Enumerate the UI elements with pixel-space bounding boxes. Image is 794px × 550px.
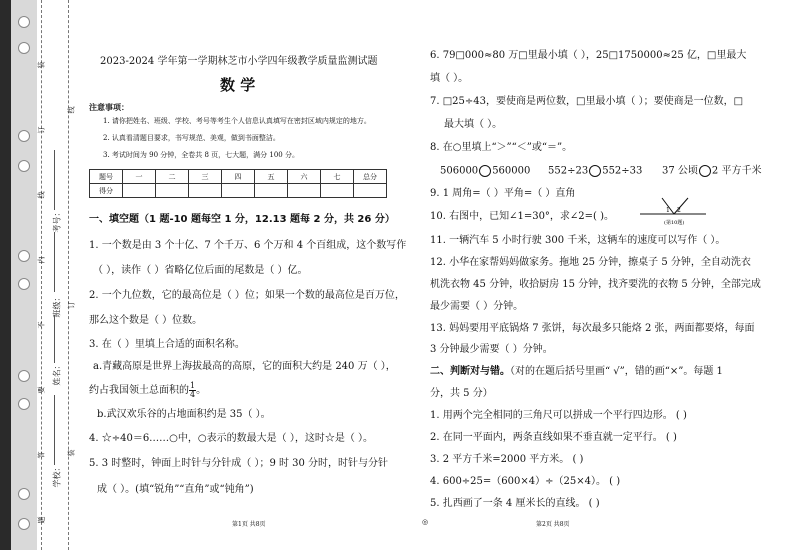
punch-hole-icon (18, 278, 30, 290)
footer-center-mark: ◎ (422, 518, 429, 526)
punch-hole-icon (18, 488, 30, 500)
q8-compare-1 (440, 165, 530, 178)
score-table-score-row (90, 184, 387, 198)
seal-char: 装 (37, 61, 46, 69)
judge-item-5: 5. 扎西画了一条 4 厘米长的直线。 ( ) (430, 498, 600, 509)
q12-line2: 机洗衣物 45 分钟，收拾厨房 15 分钟，找齐要洗的衣物 5 分钟，全部完成 (430, 279, 761, 290)
section2-instructions: （对的在题后括号里画“ √”，错的画“×”。每题 1 (510, 366, 723, 377)
q3b: b.武汉欢乐谷的占地面积约是 35（ ）。 (97, 409, 271, 420)
score-cell: 二 (156, 170, 189, 184)
name-label: 姓名： (52, 361, 62, 386)
q1-line2: （ ），读作（ ）省略亿位后面的尾数是（ ）亿。 (93, 265, 308, 276)
q8: 8. 在○里填上“＞”“＜”或“＝”。 (430, 142, 573, 153)
score-input-cell[interactable] (354, 184, 387, 198)
q8-compare-2 (548, 165, 642, 178)
score-input-cell[interactable] (123, 184, 156, 198)
fraction-denominator: 4 (190, 390, 196, 399)
q1-line1: 1. 一个数是由 3 个十亿、7 个千万、6 个万和 4 个百组成，这个数写作 (89, 240, 407, 251)
q3a-text: 约占我国领土总面积的 (89, 385, 189, 396)
page-footer-right: 第2页 共8页 (536, 521, 570, 528)
class-label: 班级： (52, 293, 62, 318)
seal-mark: 线 (67, 106, 76, 114)
score-cell: 总分 (354, 170, 387, 184)
score-cell: 六 (288, 170, 321, 184)
seal-mark: 装 (67, 449, 76, 457)
notes-heading: 注意事项： (89, 102, 129, 112)
seal-char: 题 (37, 516, 46, 524)
q8-right-value: 560000 (492, 165, 531, 177)
angle-figure (636, 192, 716, 228)
q11: 11. 一辆汽车 5 小时行驶 300 千米，这辆车的速度可以写作（ ）。 (430, 235, 726, 246)
seal-char: 答 (37, 451, 46, 459)
score-cell: 一 (123, 170, 156, 184)
q3: 3. 在（ ）里填上合适的面积名称。 (89, 339, 245, 350)
punch-hole-icon (18, 160, 30, 172)
angle-label-1: 1 (666, 207, 670, 214)
punch-hole-icon (18, 250, 30, 262)
punch-hole-icon (18, 42, 30, 54)
section1-heading: 一、填空题（1 题-10 题每空 1 分，12.13 题每 2 分，共 26 分） (89, 214, 395, 225)
q8-right-value: 2 平方千米 (711, 165, 762, 177)
q10: 10. 右图中，已知∠1=30°，求∠2=( )。 (430, 211, 615, 222)
q5-line2: 成（ ）。(填“锐角”“直角”或“钝角”) (97, 484, 254, 495)
judge-item-1: 1. 用两个完全相同的三角尺可以拼成一个平行四边形。 ( ) (430, 410, 687, 421)
q6-line2: 填（ ）。 (430, 73, 469, 84)
binding-edge (0, 0, 11, 550)
q13-line2: 3 分钟最少需要（ ）分钟。 (430, 344, 553, 355)
angle-label-2: 2 (677, 207, 681, 214)
note-item: 3. 考试时间为 90 分钟，全卷共 8 页，七大题，满分 100 分。 (103, 151, 299, 159)
q8-compare-3 (662, 165, 761, 178)
q12-line3: 最少需要（ ）分钟。 (430, 301, 524, 312)
seal-char: 不 (37, 321, 46, 329)
q5-line1: 5. 3 时整时，钟面上时针与分针成（ ）；9 时 30 分时，时针与分针 (89, 458, 389, 469)
seal-char: 线 (37, 191, 46, 199)
punch-hole-icon (18, 130, 30, 142)
score-cell: 三 (189, 170, 222, 184)
judge-item-2: 2. 在同一平面内，两条直线如果不垂直就一定平行。 ( ) (430, 432, 677, 443)
punch-hole-strip (11, 0, 37, 550)
q8-left-value: 37 公顷 (662, 165, 698, 177)
score-input-cell[interactable] (321, 184, 354, 198)
score-input-cell[interactable] (189, 184, 222, 198)
school-label: 学校： (52, 463, 62, 488)
q2-line2: 那么这个数是（ ）位数。 (89, 315, 203, 326)
score-cell: 五 (255, 170, 288, 184)
page-footer-left: 第1页 共8页 (232, 521, 266, 528)
q12-line1: 12. 小华在家帮妈妈做家务。拖地 25 分钟，擦桌子 5 分钟，全自动洗衣 (430, 257, 751, 268)
section2-title: 二、判断对与错。 (430, 366, 510, 377)
score-table-header-row (90, 170, 387, 184)
score-cell: 得分 (90, 184, 123, 198)
binding-strip (0, 0, 78, 550)
exam-title: 2023-2024 学年第一学期林芝市小学四年级教学质量监测试题 (100, 56, 378, 67)
q3a-line1: a.青藏高原是世界上海拔最高的高原，它的面积大约是 240 万（ ）， (93, 361, 396, 372)
q8-left-value: 506000 (440, 165, 479, 177)
fraction-numerator: 1 (190, 381, 196, 390)
note-item: 1. 请你把姓名、班级、学校、考号等考生个人信息认真填写在密封区域内规定的地方。 (103, 117, 371, 125)
seal-char: 内 (37, 256, 46, 264)
note-item: 2. 认真看清题目要求，书写规范、美观，做到书面整洁。 (103, 134, 280, 142)
judge-item-4: 4. 600÷25=（600×4）÷（25×4）。 ( ) (430, 476, 621, 487)
compare-circle-icon[interactable] (699, 165, 711, 177)
seal-line-inner (68, 0, 69, 550)
score-cell: 四 (222, 170, 255, 184)
compare-circle-icon[interactable] (589, 165, 601, 177)
score-cell: 七 (321, 170, 354, 184)
seal-char: 要 (37, 386, 46, 394)
figure-caption: (第10题) (664, 220, 685, 226)
school-field[interactable] (54, 395, 55, 465)
score-table (89, 169, 387, 198)
class-field[interactable] (54, 232, 55, 292)
score-cell: 题号 (90, 170, 123, 184)
punch-hole-icon (18, 518, 30, 530)
judge-item-3: 3. 2 平方千米=2000 平方米。 ( ) (430, 454, 584, 465)
exam-number-field[interactable] (54, 150, 55, 210)
exam-number-label: 考号： (52, 208, 62, 233)
punch-hole-icon (18, 370, 30, 382)
section2-heading (430, 366, 723, 378)
name-field[interactable] (54, 315, 55, 363)
punch-hole-icon (18, 398, 30, 410)
section2-points: 分，共 5 分） (430, 388, 493, 399)
q3a-end: 。 (196, 385, 207, 396)
subject-title: 数 学 (220, 76, 256, 94)
q7-line2: 最大填（ ）。 (444, 119, 503, 130)
q6-line1: 6. 79□000≈80 万□里最小填（ ），25□1750000≈25 亿，□里最大 (430, 50, 747, 61)
punch-hole-icon (18, 16, 30, 28)
compare-circle-icon[interactable] (479, 165, 491, 177)
q8-right-value: 552÷33 (602, 165, 643, 177)
score-input-cell[interactable] (288, 184, 321, 198)
score-input-cell[interactable] (222, 184, 255, 198)
seal-char: 订 (37, 126, 46, 134)
q2-line1: 2. 一个九位数，它的最高位是（ ）位；如果一个数的最高位是百万位， (89, 290, 405, 301)
q8-left-value: 552÷23 (548, 165, 589, 177)
score-input-cell[interactable] (156, 184, 189, 198)
q13-line1: 13. 妈妈要用平底锅烙 7 张饼，每次最多只能烙 2 张，两面都要烙，每面 (430, 323, 755, 334)
q3a-line2 (89, 381, 206, 401)
q9: 9. 1 周角=（ ）平角=（ ）直角 (430, 188, 576, 199)
q4: 4. ☆÷40＝6……○中，○表示的数最大是（ ），这时☆是（ ）。 (89, 433, 373, 444)
seal-line-outer (41, 0, 42, 550)
q7-line1: 7. □25÷43，要使商是两位数，□里最小填（ ）；要使商是一位数，□ (430, 96, 744, 107)
score-input-cell[interactable] (255, 184, 288, 198)
seal-mark: 订 (67, 301, 76, 309)
